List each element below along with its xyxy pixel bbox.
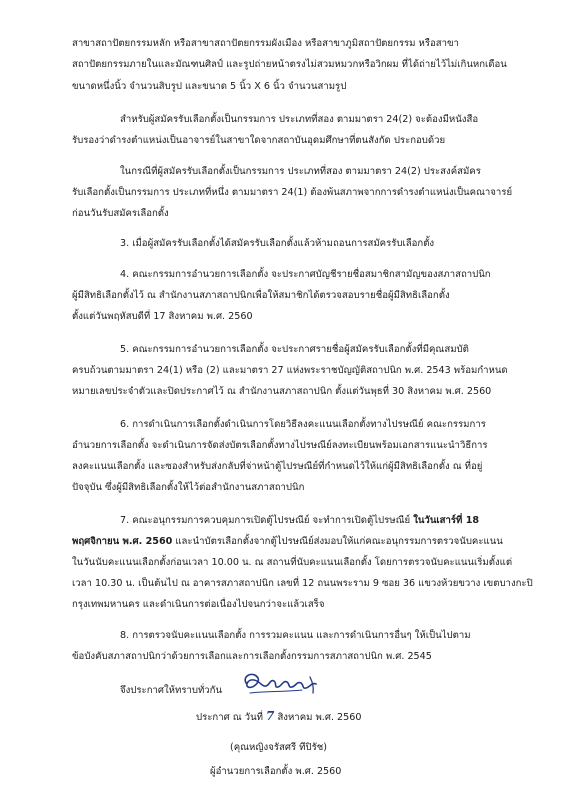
paragraph-line: ในกรณีที่ผู้สมัครรับเลือกตั้งเป็นกรรมการ ประเภทที่สอง ตามมาตรา 24(2) ประสงค์สมัคร: [120, 166, 481, 177]
item-7-text: 7. คณะอนุกรรมการควบคุมการเปิดตู้ไปรษณีย์ จะทำการเปิดตู้ไปรษณีย์: [120, 515, 414, 526]
item-8-line: ข้อบังคับสภาสถาปนิกว่าด้วยการเลือกและการเลือกตั้งกรรมการสภาสถาปนิก พ.ศ. 2545: [72, 651, 432, 662]
item-6-line: ลงคะแนนเลือกตั้ง และซองสำหรับส่งกลับที่จ่าหน้าตู้ไปรษณีย์ที่กำหนดไว้ให้แก่ผู้มีสิทธิเลือกตั้ง ณ ที่อยู่: [72, 461, 483, 472]
date-day-handwritten: 7: [266, 709, 275, 723]
item-6-line: อำนวยการเลือกตั้ง จะดำเนินการจัดส่งบัตรเลือกตั้งทางไปรษณีย์ลงทะเบียนพร้อมเอกสารแนะนำวิธีการ: [72, 440, 488, 451]
item-7-line: กรุงเทพมหานคร และดำเนินการต่อเนื่องไปจนกว่าจะแล้วเสร็จ: [72, 599, 325, 610]
item-3-line: 3. เมื่อผู้สมัครรับเลือกตั้งได้สมัครรับเลือกตั้งแล้วห้ามถอนการสมัครรับเลือกตั้ง: [120, 238, 435, 249]
item-8-line: 8. การตรวจนับคะแนนเลือกตั้ง การรวมคะแนน และการดำเนินการอื่นๆ ให้เป็นไปตาม: [120, 630, 471, 641]
paragraph-line: สถาปัตยกรรมภายในและมัณฑนศิลป์ และรูปถ่ายหน้าตรงไม่สวมหมวกหรือวิกผม ที่ได้ถ่ายไว้ไม่เกินหกเดือน: [72, 59, 507, 70]
paragraph-line: สาขาสถาปัตยกรรมหลัก หรือสาขาสถาปัตยกรรมผังเมือง หรือสาขาภูมิสถาปัตยกรรม หรือสาขา: [72, 38, 459, 49]
paragraph-line: ขนาดหนึ่งนิ้ว จำนวนสิบรูป และขนาด 5 นิ้ว X 6 นิ้ว จำนวนสามรูป: [72, 81, 347, 92]
item-5-line: 5. คณะกรรมการอำนวยการเลือกตั้ง จะประกาศรายชื่อผู้สมัครรับเลือกตั้งที่มีคุณสมบัติ: [120, 344, 469, 355]
paragraph-line: รับรองว่าดำรงตำแหน่งเป็นอาจารย์ในสาขาใดจากสถาบันอุดมศึกษาที่ตนสังกัด ประกอบด้วย: [72, 135, 446, 146]
item-4-line: ตั้งแต่วันพฤหัสบดีที่ 17 สิงหาคม พ.ศ. 2560: [72, 311, 253, 322]
paragraph-line: รับเลือกตั้งเป็นกรรมการ ประเภทที่หนึ่ง ตามมาตรา 24(1) ต้องพ้นสภาพจากการดำรงตำแหน่งเป็นคณาจารย์: [72, 187, 513, 198]
signatory-title: ผู้อำนวยการเลือกตั้ง พ.ศ. 2560: [210, 766, 342, 777]
item-7-line: ในวันนับคะแนนเลือกตั้งก่อนเวลา 10.00 น. ณ สถานที่นับคะแนนเลือกตั้ง โดยการตรวจนับคะแนนเริ่มตั้งแต่: [72, 557, 513, 568]
item-5-line: ครบถ้วนตามมาตรา 24(1) หรือ (2) และมาตรา 27 แห่งพระราชบัญญัติสถาปนิก พ.ศ. 2543 พร้อมกำหนด: [72, 365, 508, 376]
item-6-line: ปัจจุบัน ซึ่งผู้มีสิทธิเลือกตั้งให้ไว้ต่อสำนักงานสภาสถาปนิก: [72, 482, 305, 493]
item-7-line: [120, 514, 479, 527]
item-7-date-emphasis: ในวันเสาร์ที่ 18: [413, 515, 480, 526]
signatory-name: (คุณหญิงจรัสศรี ทีปิรัช): [230, 742, 327, 753]
item-4-line: 4. คณะกรรมการอำนวยการเลือกตั้ง จะประกาศบัญชีรายชื่อสมาชิกสามัญของสภาสถาปนิก: [120, 269, 491, 280]
date-suffix: สิงหาคม พ.ศ. 2560: [277, 712, 362, 723]
item-7-line: เวลา 10.30 น. เป็นต้นไป ณ อาคารสภาสถาปนิก เลขที่ 12 ถนนพระราม 9 ซอย 36 แขวงห้วยขวาง เขตบางกะปิ: [72, 578, 533, 589]
announcement-date: [196, 710, 361, 724]
item-4-line: ผู้มีสิทธิเลือกตั้งไว้ ณ สำนักงานสภาสถาปนิกเพื่อให้สมาชิกได้ตรวจสอบรายชื่อผู้มีสิทธิเลือกตั้ง: [72, 290, 450, 301]
paragraph-line: สำหรับผู้สมัครรับเลือกตั้งเป็นกรรมการ ประเภทที่สอง ตามมาตรา 24(2) จะต้องมีหนังสือ: [120, 114, 479, 125]
item-5-line: หมายเลขประจำตัวและปิดประกาศไว้ ณ สำนักงานสภาสถาปนิก ตั้งแต่วันพุธที่ 30 สิงหาคม พ.ศ. 2560: [72, 386, 492, 397]
date-prefix: ประกาศ ณ วันที่: [196, 712, 263, 723]
closing-line: จึงประกาศให้ทราบทั่วกัน: [120, 685, 223, 696]
item-6-line: 6. การดำเนินการเลือกตั้งดำเนินการโดยวิธีลงคะแนนเลือกตั้งทางไปรษณีย์ คณะกรรมการ: [120, 419, 486, 430]
item-7-text: และนำบัตรเลือกตั้งจากตู้ไปรษณีย์ส่งมอบให้แก่คณะอนุกรรมการตรวจนับคะแนน: [172, 536, 503, 547]
item-7-line: [72, 535, 503, 548]
item-7-date-emphasis: พฤศจิกายน พ.ศ. 2560: [72, 536, 173, 547]
signature-image: [240, 669, 322, 697]
paragraph-line: ก่อนวันรับสมัครเลือกตั้ง: [72, 208, 169, 219]
